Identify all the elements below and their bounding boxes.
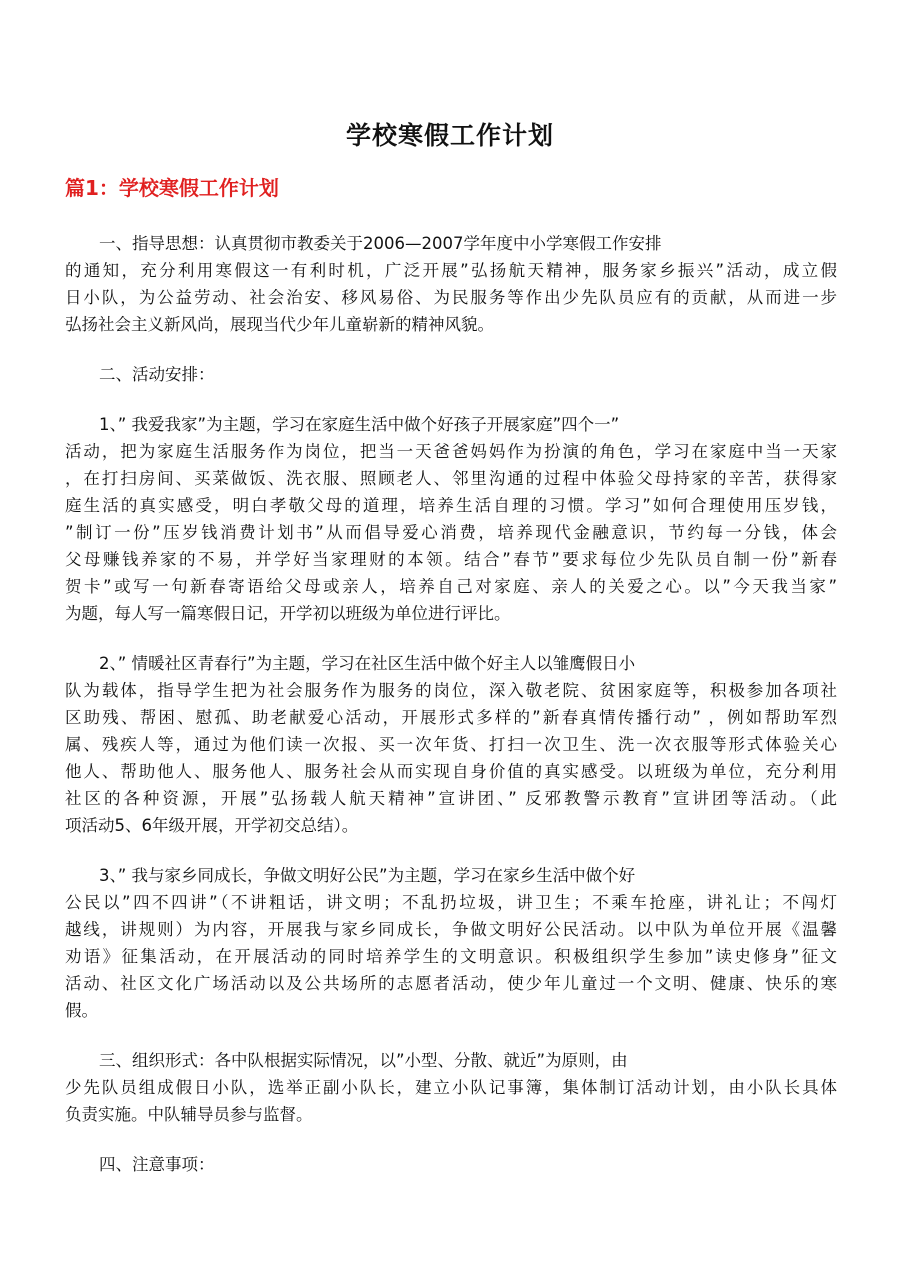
paragraph-line: 负责实施。中队辅导员参与监督。 — [65, 1105, 313, 1124]
paragraph-line: ”制订一份”压岁钱消费计划书”从而倡导爱心消费，培养现代金融意识，节约每一分钱，体会 — [65, 523, 837, 542]
paragraph — [65, 361, 837, 388]
paragraph-line: 二、活动安排： — [99, 365, 215, 384]
paragraph-line: 贺卡”或写一句新春寄语给父母或亲人，培养自己对家庭、亲人的关爱之心。以”今天我当家” — [65, 577, 837, 596]
paragraph-line: 属、残疾人等，通过为他们读一次报、买一次年货、打扫一次卫生、洗一次衣服等形式体验关心 — [65, 735, 837, 754]
paragraph-line: 他人、帮助他人、服务他人、服务社会从而实现自身价值的真实感受。以班级为单位，充分利用 — [65, 762, 837, 781]
paragraph-line: 项活动5、6年级开展，开学初交总结）。 — [65, 816, 359, 835]
paragraph-line: 活动、社区文化广场活动以及公共场所的志愿者活动，使少年儿童过一个文明、健康、快乐的寒 — [65, 974, 837, 993]
paragraph-line: 父母赚钱养家的不易，并学好当家理财的本领。结合”春节”要求每位少先队员自制一份”新春 — [65, 550, 837, 569]
paragraph-line: 1、” 我爱我家”为主题，学习在家庭生活中做个好孩子开展家庭”四个一” — [99, 415, 620, 434]
paragraph-line: 日小队，为公益劳动、社会治安、移风易俗、为民服务等作出少先队员应有的贡献，从而进一步 — [65, 288, 837, 307]
paragraph-line: ，在打扫房间、买菜做饭、洗衣服、照顾老人、邻里沟通的过程中体验父母持家的辛苦，获得家 — [65, 469, 837, 488]
document-title: 学校寒假工作计划 — [345, 121, 554, 150]
paragraph-line: 少先队员组成假日小队，选举正副小队长，建立小队记事簿，集体制订活动计划，由小队长具体 — [65, 1078, 837, 1097]
paragraph-line: 队为载体，指导学生把为社会服务作为服务的岗位，深入敬老院、贫困家庭等，积极参加各项社 — [65, 681, 837, 700]
paragraph — [65, 650, 837, 839]
paragraph-line: 3、” 我与家乡同成长，争做文明好公民”为主题，学习在家乡生活中做个好 — [99, 866, 636, 885]
paragraph-line: 公民以”四不四讲”（不讲粗话，讲文明；不乱扔垃圾，讲卫生；不乘车抢座，讲礼让；不闯灯 — [65, 893, 837, 912]
paragraph-line: 假。 — [65, 1001, 98, 1020]
paragraph-line: 为题，每人写一篇寒假日记，开学初以班级为单位进行评比。 — [65, 604, 511, 623]
paragraph-line: 越线，讲规则）为内容，开展我与家乡同成长，争做文明好公民活动。以中队为单位开展《温馨 — [65, 920, 837, 939]
paragraph-line: 一、指导思想：认真贯彻市教委关于2006—2007学年度中小学寒假工作安排 — [99, 234, 662, 253]
paragraph-line: 社区的各种资源，开展”弘扬载人航天精神”宣讲团、” 反邪教警示教育”宣讲团等活动。（此 — [65, 789, 837, 808]
section-heading: 篇1：学校寒假工作计划 — [65, 176, 279, 200]
paragraph-line: 弘扬社会主义新风尚，展现当代少年儿童崭新的精神风貌。 — [65, 315, 494, 334]
paragraph — [65, 230, 837, 338]
paragraph-line: 庭生活的真实感受，明白孝敬父母的道理，培养生活自理的习惯。学习”如何合理使用压岁钱， — [65, 496, 837, 515]
paragraph — [65, 411, 837, 627]
paragraph-line: 活动，把为家庭生活服务作为岗位，把当一天爸爸妈妈作为扮演的角色，学习在家庭中当一天家 — [65, 442, 837, 461]
paragraph — [65, 1047, 837, 1128]
document-body — [65, 230, 837, 1201]
paragraph — [65, 1151, 837, 1178]
paragraph — [65, 862, 837, 1024]
paragraph-line: 四、注意事项： — [99, 1155, 215, 1174]
paragraph-line: 劝语》征集活动，在开展活动的同时培养学生的文明意识。积极组织学生参加”读史修身”征文 — [65, 947, 837, 966]
paragraph-line: 2、” 情暖社区青春行”为主题，学习在社区生活中做个好主人以雏鹰假日小 — [99, 654, 636, 673]
paragraph-line: 的通知，充分利用寒假这一有利时机，广泛开展”弘扬航天精神，服务家乡振兴”活动，成立假 — [65, 261, 837, 280]
paragraph-line: 区助残、帮困、慰孤、助老献爱心活动，开展形式多样的”新春真情传播行动” ，例如帮助军烈 — [65, 708, 837, 727]
paragraph-line: 三、组织形式：各中队根据实际情况，以”小型、分散、就近”为原则，由 — [99, 1051, 628, 1070]
